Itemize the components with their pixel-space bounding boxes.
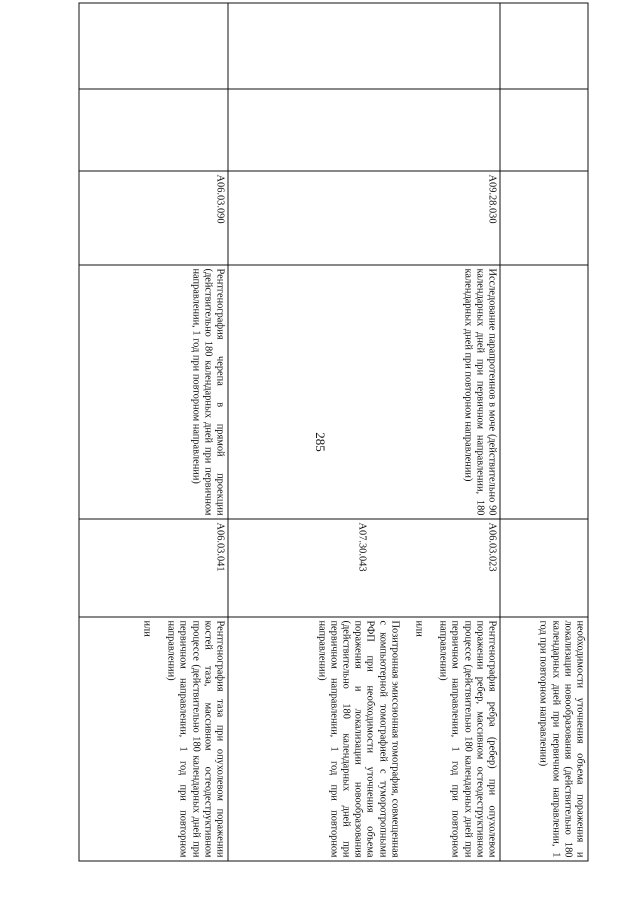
cell-alternative-description bbox=[79, 617, 228, 861]
cell-description bbox=[500, 265, 588, 519]
cell-code: A06.03.090 bbox=[79, 171, 228, 265]
table-row bbox=[500, 3, 588, 861]
cell-empty bbox=[79, 89, 228, 171]
services-table bbox=[79, 3, 589, 862]
cell-empty bbox=[228, 89, 500, 171]
cell-code: A09.28.030 bbox=[228, 171, 500, 265]
rotated-table-container bbox=[80, 3, 589, 861]
cell-code-group bbox=[228, 519, 500, 617]
cell-empty bbox=[500, 89, 588, 171]
table-row bbox=[228, 3, 500, 861]
cell-code bbox=[500, 519, 588, 617]
cell-alternative-description: необходимости уточнения объема поражения и локализации новообразования (действительно 180 календарных дней при первичном направлении, 1 год при повторном направлении) bbox=[500, 617, 588, 861]
cell-empty bbox=[79, 3, 228, 89]
cell-description: Исследование парапротеинов в моче (действительно 90 календарных дней при первичном направлении, 180 календарных дней при повторном направлении) bbox=[228, 265, 500, 519]
table-row bbox=[79, 3, 228, 861]
alt-description-primary: Рентгенография ребра (ребер) при опухолевом поражении ребер, массивном остеодеструктивном процессе (действительно 180 календарных дней при первичном направлении, 1 год при повторном направлении) bbox=[437, 620, 498, 858]
cell-code: A06.03.041 bbox=[79, 519, 228, 617]
code-alternative: A07.30.043 bbox=[356, 522, 368, 572]
or-separator: или bbox=[413, 620, 425, 637]
alt-description-secondary: Позитронная эмиссионная томография, совмещенная с компьютерной томографией с туморотропными РФП при необходимости уточнения объема поражения и локализации новообразования (действительно 180 календарных дней при первичном направлении, 1 год при повторном направлении) bbox=[316, 620, 401, 858]
cell-empty bbox=[500, 3, 588, 89]
cell-empty bbox=[228, 3, 500, 89]
cell-alternative-description bbox=[228, 617, 500, 861]
alt-description-primary: Рентгенография таза при опухолевом поражении костей таза, массивном остеодеструктивном процессе (действительно 180 календарных дней при первичном направлении, 1 год при повторном направлении) bbox=[165, 620, 226, 858]
code-primary: A06.03.023 bbox=[486, 522, 498, 572]
cell-code bbox=[500, 171, 588, 265]
cell-description: Рентгенография черепа в прямой проекции (действительно 180 календарных дней при первичном направлении, 1 год при повторном направлении) bbox=[79, 265, 228, 519]
page-number: 285 bbox=[313, 432, 328, 452]
or-separator: или bbox=[141, 620, 153, 637]
